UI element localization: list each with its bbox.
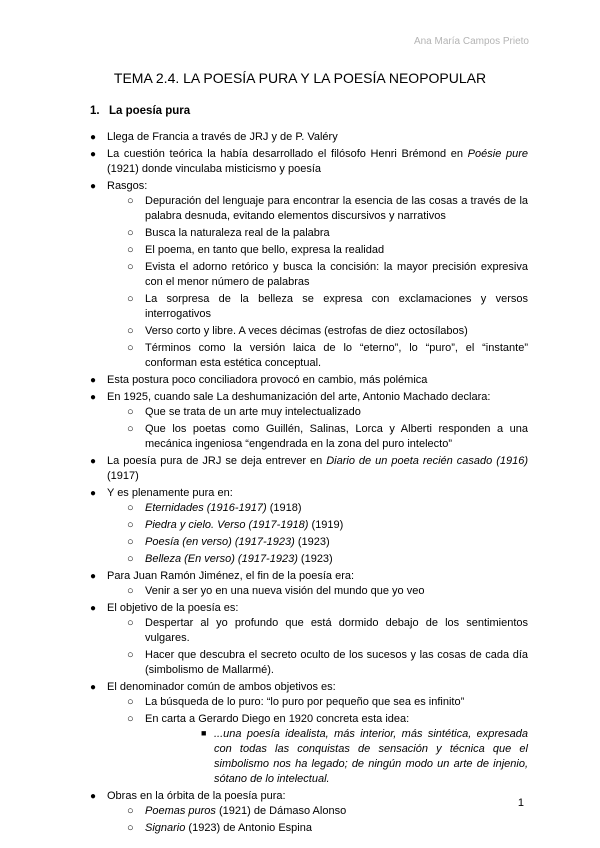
sub-list	[107, 584, 528, 599]
list-item: ● Esta postura poco conciliadora provocó en cambio, más polémica	[90, 374, 428, 386]
quote-item	[145, 727, 528, 787]
section-number: 1.	[90, 105, 100, 117]
bullet-dot-icon: ●	[90, 375, 97, 386]
sub-list-item: ○ El poema, en tanto que bello, expresa la realidad	[127, 244, 385, 256]
sub-list-item: ○ Poemas puros (1921) de Dámaso Alonso	[127, 805, 347, 817]
list-item: ● Rasgos: ○ Depuración del lenguaje para encontrar la esencia de las cosas a través de la palabra desnuda, evitando elementos discursivos y narrativos ○ Busca la naturaleza real de la palabra ○ El poema, en tanto que bello, expresa la realidad ○ Evista el adorno retórico y busca la concisión: la mayor precisión expresiva con el menor número de palabras ○ La sorpresa de la belleza se expresa con exclamaciones y versos interrogativos ○ Verso corto y libre. A veces décimas (estrofas de diez octosílabos) ○ Términos como la versión laica de lo “eterno”, lo “puro”, el “instante” conforman esta estética conceptual.	[90, 180, 528, 369]
quote-list	[145, 727, 528, 787]
bullet-circle-icon: ○	[127, 805, 134, 817]
list-item: ● El denominador común de ambos objetivos es: ○ La búsqueda de lo puro: “lo puro por pequeño que sea es infinito” ○ En carta a Gerardo Diego en 1920 concreta esta idea: ■ ...una poesía idealista, más interior, más sintética, expresada con todas las conquistas de sensación y técnica que el simbolismo nos ha legado; de ningún modo un arte de injenio, sótano de lo intelectual.	[90, 681, 528, 785]
list-item: ● Y es plenamente pura en: ○ Eternidades (1916-1917) (1918) ○ Piedra y cielo. Verso (1917-1918) (1919) ○ Poesía (en verso) (1917-1923) (1923) ○ Belleza (En verso) (1917-1923) (1923)	[90, 486, 528, 567]
bullet-dot-icon: ●	[90, 149, 97, 160]
bullet-circle-icon: ○	[127, 585, 134, 597]
work-title: Eternidades (1916-1917)	[145, 502, 267, 514]
bullet-circle-icon: ○	[127, 227, 134, 239]
work-title: Poesía (en verso) (1917-1923)	[145, 536, 295, 548]
bullet-circle-icon: ○	[127, 617, 134, 629]
sub-list	[107, 695, 528, 787]
document-title: TEMA 2.4. LA POESÍA PURA Y LA POESÍA NEOPOPULAR	[113, 70, 487, 86]
bullet-square-icon: ■	[201, 728, 207, 738]
sub-list	[107, 501, 528, 567]
bullet-circle-icon: ○	[127, 822, 134, 834]
work-title: Poésie pure	[467, 148, 528, 160]
sub-list-item: ○ Verso corto y libre. A veces décimas (estrofas de diez octosílabos)	[127, 325, 468, 337]
work-title: Signario	[145, 822, 186, 834]
sub-list	[107, 405, 528, 452]
section-heading	[90, 105, 190, 117]
work-title: Diario de un poeta recién casado (1916)	[326, 455, 529, 467]
bullet-circle-icon: ○	[127, 325, 134, 337]
bullet-dot-icon: ●	[90, 682, 97, 693]
quote-text: ...una poesía idealista, más interior, más sintética, expresada con todas las conquistas de sensación y técnica que el simbolismo nos ha legado; de ningún modo un arte de injenio, sótano de lo intelectual.	[214, 728, 528, 785]
list-item: ● El objetivo de la poesía es: ○ Despertar al yo profundo que está dormido debajo de los sentimientos vulgares. ○ Hacer que descubra el secreto oculto de los sucesos y las cosas de cada día (simbolismo de Mallarmé).	[90, 602, 528, 676]
document-body	[90, 130, 528, 838]
bullet-circle-icon: ○	[127, 261, 134, 273]
page-header-author: Ana María Campos Prieto	[413, 36, 529, 47]
list-item: ● Obras en la órbita de la poesía pura: ○ Poemas puros (1921) de Dámaso Alonso ○ Signario (1923) de Antonio Espina	[90, 789, 528, 836]
bullet-circle-icon: ○	[127, 536, 134, 548]
bullet-dot-icon: ●	[90, 791, 97, 802]
sub-list-item: ○ La búsqueda de lo puro: “lo puro por pequeño que sea es infinito”	[127, 696, 465, 708]
work-title: Piedra y cielo. Verso (1917-1918)	[145, 519, 309, 531]
bullet-circle-icon: ○	[127, 342, 134, 354]
work-title: Belleza (En verso) (1917-1923)	[145, 553, 298, 565]
bullet-circle-icon: ○	[127, 244, 134, 256]
sub-list-item: ○ Venir a ser yo en una nueva visión del mundo que yo veo	[127, 585, 425, 597]
bullet-circle-icon: ○	[127, 406, 134, 418]
bullet-circle-icon: ○	[127, 293, 134, 305]
sub-list-item: ○ La sorpresa de la belleza se expresa con exclamaciones y versos interrogativos	[127, 293, 528, 320]
list-item: ● La poesía pura de JRJ se deja entrever en Diario de un poeta recién casado (1916) (1917)	[90, 455, 529, 482]
bullet-circle-icon: ○	[127, 696, 134, 708]
bullet-dot-icon: ●	[90, 488, 97, 499]
sub-list-item: ○ Que se trata de un arte muy intelectualizado	[127, 406, 361, 418]
bullet-dot-icon: ●	[90, 392, 97, 403]
sub-list	[107, 804, 528, 836]
bullet-dot-icon: ●	[90, 571, 97, 582]
main-list	[90, 130, 528, 836]
bullet-circle-icon: ○	[127, 195, 134, 207]
sub-list-item: ○ En carta a Gerardo Diego en 1920 concreta esta idea: ■ ...una poesía idealista, más interior, más sintética, expresada con todas las conquistas de sensación y técnica que el simbolismo nos ha legado; de ningún modo un arte de injenio, sótano de lo intelectual.	[127, 713, 528, 785]
list-item: ● La cuestión teórica la había desarrollado el filósofo Henri Brémond en Poésie pure (1921) donde vinculaba misticismo y poesía	[90, 148, 528, 175]
bullet-circle-icon: ○	[127, 713, 134, 725]
bullet-circle-icon: ○	[127, 502, 134, 514]
bullet-circle-icon: ○	[127, 649, 134, 661]
bullet-circle-icon: ○	[127, 553, 134, 565]
sub-list	[107, 194, 528, 371]
sub-list-item: ○ Hacer que descubra el secreto oculto de los sucesos y las cosas de cada día (simbolismo de Mallarmé).	[127, 649, 528, 676]
sub-list-item: ○ Eternidades (1916-1917) (1918)	[127, 502, 302, 514]
list-item: ● Para Juan Ramón Jiménez, el fin de la poesía era: ○ Venir a ser yo en una nueva visión del mundo que yo veo	[90, 569, 528, 599]
sub-list-item: ○ Belleza (En verso) (1917-1923) (1923)	[127, 553, 333, 565]
sub-list-item: ○ Despertar al yo profundo que está dormido debajo de los sentimientos vulgares.	[127, 617, 528, 644]
bullet-dot-icon: ●	[90, 132, 97, 143]
work-title: Poemas puros	[145, 805, 216, 817]
sub-list-item: ○ Poesía (en verso) (1917-1923) (1923)	[127, 536, 330, 548]
list-item: ● En 1925, cuando sale La deshumanización del arte, Antonio Machado declara: ○ Que se trata de un arte muy intelectualizado ○ Que los poetas como Guillén, Salinas, Lorca y Alberti responden a una mecánica ingeniosa “engendrada en la zona del puro intelecto”	[90, 391, 528, 450]
bullet-circle-icon: ○	[127, 519, 134, 531]
sub-list	[107, 616, 528, 678]
sub-list-item: ○ Que los poetas como Guillén, Salinas, Lorca y Alberti responden a una mecánica ingeniosa “engendrada en la zona del puro intelecto”	[127, 423, 528, 450]
section-title: La poesía pura	[109, 105, 191, 117]
list-item: ● Llega de Francia a través de JRJ y de P. Valéry	[90, 131, 338, 143]
bullet-dot-icon: ●	[90, 456, 97, 467]
sub-list-item: ○ Busca la naturaleza real de la palabra	[127, 227, 330, 239]
bullet-dot-icon: ●	[90, 181, 97, 192]
sub-list-item: ○ Evista el adorno retórico y busca la concisión: la mayor precisión expresiva con el menor número de palabras	[127, 261, 528, 288]
bullet-circle-icon: ○	[127, 423, 134, 435]
sub-list-item: ○ Piedra y cielo. Verso (1917-1918) (1919)	[127, 519, 344, 531]
page-number: 1	[517, 797, 524, 809]
sub-list-item: ○ Signario (1923) de Antonio Espina	[127, 822, 312, 834]
bullet-dot-icon: ●	[90, 603, 97, 614]
sub-list-item: ○ Términos como la versión laica de lo “eterno”, lo “puro”, el “instante” conforman esta estética conceptual.	[127, 342, 528, 369]
sub-list-item: ○ Depuración del lenguaje para encontrar la esencia de las cosas a través de la palabra desnuda, evitando elementos discursivos y narrativos	[127, 195, 528, 222]
